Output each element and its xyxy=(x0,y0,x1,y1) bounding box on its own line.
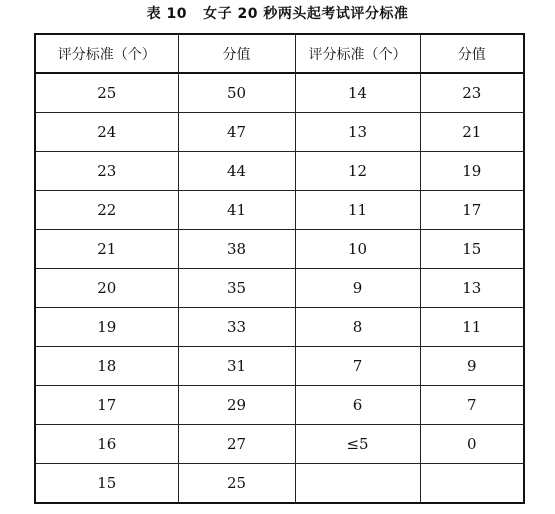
standard-right-cell: 7 xyxy=(295,347,420,386)
standard-right-cell: 14 xyxy=(295,73,420,113)
table-row xyxy=(35,425,524,464)
score-left-cell: 35 xyxy=(178,269,295,308)
score-left-cell: 50 xyxy=(178,73,295,113)
standard-right-cell: ≤5 xyxy=(295,425,420,464)
table-row xyxy=(35,113,524,152)
table-row xyxy=(35,152,524,191)
standard-right-cell: 9 xyxy=(295,269,420,308)
table-row xyxy=(35,269,524,308)
standard-left-cell: 25 xyxy=(35,73,178,113)
score-right-cell: 9 xyxy=(420,347,524,386)
table-row xyxy=(35,347,524,386)
table-caption xyxy=(0,3,555,25)
table-row xyxy=(35,191,524,230)
score-right-cell: 15 xyxy=(420,230,524,269)
table-row xyxy=(35,308,524,347)
score-right-cell: 21 xyxy=(420,113,524,152)
table-row xyxy=(35,230,524,269)
score-right-cell: 11 xyxy=(420,308,524,347)
header-score-right: 分值 xyxy=(420,34,524,73)
table-row xyxy=(35,73,524,113)
standard-left-cell: 18 xyxy=(35,347,178,386)
standard-left-cell: 22 xyxy=(35,191,178,230)
scoring-table xyxy=(34,33,525,504)
header-row xyxy=(35,34,524,73)
standard-left-cell: 16 xyxy=(35,425,178,464)
score-left-cell: 44 xyxy=(178,152,295,191)
score-right-cell: 7 xyxy=(420,386,524,425)
score-right-cell: 0 xyxy=(420,425,524,464)
standard-left-cell: 19 xyxy=(35,308,178,347)
score-left-cell: 29 xyxy=(178,386,295,425)
standard-left-cell: 23 xyxy=(35,152,178,191)
standard-right-cell: 6 xyxy=(295,386,420,425)
score-right-cell: 13 xyxy=(420,269,524,308)
table-row xyxy=(35,386,524,425)
score-left-cell: 41 xyxy=(178,191,295,230)
score-left-cell: 47 xyxy=(178,113,295,152)
header-standard-right: 评分标准（个） xyxy=(295,34,420,73)
score-left-cell: 31 xyxy=(178,347,295,386)
score-right-cell: 23 xyxy=(420,73,524,113)
standard-left-cell: 15 xyxy=(35,464,178,504)
score-left-cell: 27 xyxy=(178,425,295,464)
standard-right-cell: 12 xyxy=(295,152,420,191)
standard-right-cell xyxy=(295,464,420,504)
standard-right-cell: 10 xyxy=(295,230,420,269)
score-right-cell: 19 xyxy=(420,152,524,191)
table-body xyxy=(35,73,524,503)
caption-title: 女子 20 秒两头起考试评分标准 xyxy=(203,6,409,22)
score-left-cell: 33 xyxy=(178,308,295,347)
score-left-cell: 38 xyxy=(178,230,295,269)
score-right-cell: 17 xyxy=(420,191,524,230)
header-standard-left: 评分标准（个） xyxy=(35,34,178,73)
standard-left-cell: 20 xyxy=(35,269,178,308)
standard-left-cell: 17 xyxy=(35,386,178,425)
table-row xyxy=(35,464,524,504)
score-right-cell xyxy=(420,464,524,504)
standard-left-cell: 24 xyxy=(35,113,178,152)
standard-right-cell: 8 xyxy=(295,308,420,347)
table-header xyxy=(35,34,524,73)
standard-right-cell: 11 xyxy=(295,191,420,230)
header-score-left: 分值 xyxy=(178,34,295,73)
standard-left-cell: 21 xyxy=(35,230,178,269)
score-left-cell: 25 xyxy=(178,464,295,504)
caption-number: 表 10 xyxy=(146,6,187,22)
standard-right-cell: 13 xyxy=(295,113,420,152)
